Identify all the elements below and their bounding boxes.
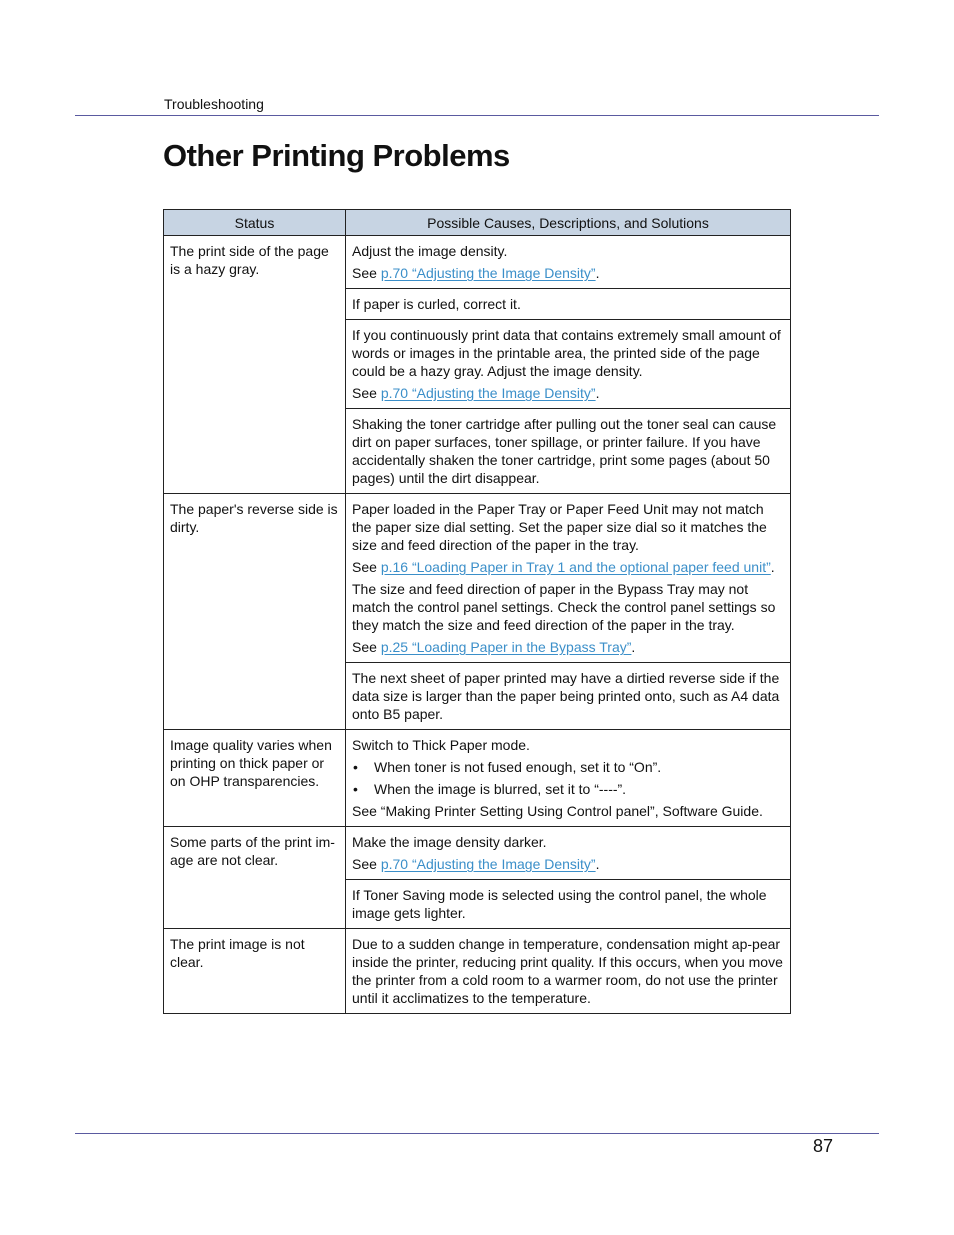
cross-reference-link[interactable]: p.16 “Loading Paper in Tray 1 and the optional paper feed unit” xyxy=(380,559,771,575)
status-cell xyxy=(164,827,346,929)
table-row xyxy=(164,236,791,289)
troubleshooting-table xyxy=(163,209,791,1014)
status-text: Some parts of the print im-age are not clear. xyxy=(170,834,335,868)
solution-cell xyxy=(346,929,791,1014)
table-row xyxy=(164,929,791,1014)
solution-text: The size and feed direction of paper in the Bypass Tray may not match the control panel settings. Check the control panel settings so they match the size and feed direction of the paper in the tray. xyxy=(352,581,776,633)
status-text: The print image is not clear. xyxy=(170,936,305,970)
solution-cell xyxy=(346,409,791,494)
table-row xyxy=(164,730,791,827)
list-item: • When the image is blurred, set it to “----”. xyxy=(352,780,784,798)
running-header: Troubleshooting xyxy=(164,96,264,112)
bullet-list xyxy=(352,758,784,798)
solution-text: Switch to Thick Paper mode. xyxy=(352,737,530,753)
solution-text: Make the image density darker. xyxy=(352,834,547,850)
column-header-status: Status xyxy=(164,210,346,236)
see-reference: See p.25 “Loading Paper in the Bypass Tray”. xyxy=(352,639,636,655)
status-text: The paper's reverse side is dirty. xyxy=(170,501,338,535)
table-row xyxy=(164,827,791,880)
solution-cell xyxy=(346,827,791,880)
header-rule xyxy=(75,115,879,116)
see-reference: See p.70 “Adjusting the Image Density”. xyxy=(352,385,600,401)
solution-cell xyxy=(346,494,791,663)
page-number: 87 xyxy=(813,1136,834,1156)
status-text: Image quality varies when printing on thick paper or on OHP transparencies. xyxy=(170,737,332,789)
see-reference: See p.70 “Adjusting the Image Density”. xyxy=(352,856,600,872)
cross-reference-link[interactable]: p.70 “Adjusting the Image Density” xyxy=(380,856,596,872)
page-title: Other Printing Problems xyxy=(163,138,510,173)
see-reference: See p.16 “Loading Paper in Tray 1 and the optional paper feed unit”. xyxy=(352,559,775,575)
list-item: • When toner is not fused enough, set it to “On”. xyxy=(352,758,784,776)
solution-cell xyxy=(346,730,791,827)
solution-text: The next sheet of paper printed may have a dirtied reverse side if the data size is larger than the paper being printed onto, such as A4 data onto B5 paper. xyxy=(352,670,780,722)
footer-rule xyxy=(75,1133,879,1134)
cross-reference-link[interactable]: p.70 “Adjusting the Image Density” xyxy=(380,265,596,281)
status-cell xyxy=(164,236,346,494)
cross-reference-link[interactable]: p.25 “Loading Paper in the Bypass Tray” xyxy=(380,639,632,655)
table-row xyxy=(164,494,791,663)
solution-cell xyxy=(346,289,791,320)
solution-text: Due to a sudden change in temperature, condensation might ap-pear inside the printer, reducing print quality. If this occurs, when you move the printer from a cold room to a warmer room, do not use the printer until it acclimatizes to the temperature. xyxy=(352,936,783,1006)
status-cell xyxy=(164,929,346,1014)
solution-cell xyxy=(346,320,791,409)
solution-text: If you continuously print data that contains extremely small amount of words or images in the printable area, the printed side of the page could be a hazy gray. Adjust the image density. xyxy=(352,327,781,379)
status-text: The print side of the page is a hazy gray. xyxy=(170,243,329,277)
solution-text: If paper is curled, correct it. xyxy=(352,296,521,312)
table-header-row xyxy=(164,210,791,236)
solution-cell xyxy=(346,236,791,289)
solution-text: If Toner Saving mode is selected using the control panel, the whole image gets lighter. xyxy=(352,887,767,921)
solution-cell xyxy=(346,880,791,929)
solution-text: Adjust the image density. xyxy=(352,243,508,259)
status-cell xyxy=(164,494,346,730)
status-cell xyxy=(164,730,346,827)
solution-text: Shaking the toner cartridge after pulling out the toner seal can cause dirt on paper surfaces, toner spillage, or printer failure. If you have accidentally shaken the toner cartridge, print some pages (about 50 pages) until the dirt disappear. xyxy=(352,416,777,486)
see-reference: See p.70 “Adjusting the Image Density”. xyxy=(352,265,600,281)
solution-text: Paper loaded in the Paper Tray or Paper Feed Unit may not match the paper size dial setting. Set the paper size dial so it matches the size and feed direction of the paper in the tray. xyxy=(352,501,767,553)
cross-reference-link[interactable]: p.70 “Adjusting the Image Density” xyxy=(380,385,596,401)
solution-cell xyxy=(346,663,791,730)
solution-note: See “Making Printer Setting Using Control panel”, Software Guide. xyxy=(352,803,763,819)
column-header-causes: Possible Causes, Descriptions, and Solutions xyxy=(346,210,791,236)
